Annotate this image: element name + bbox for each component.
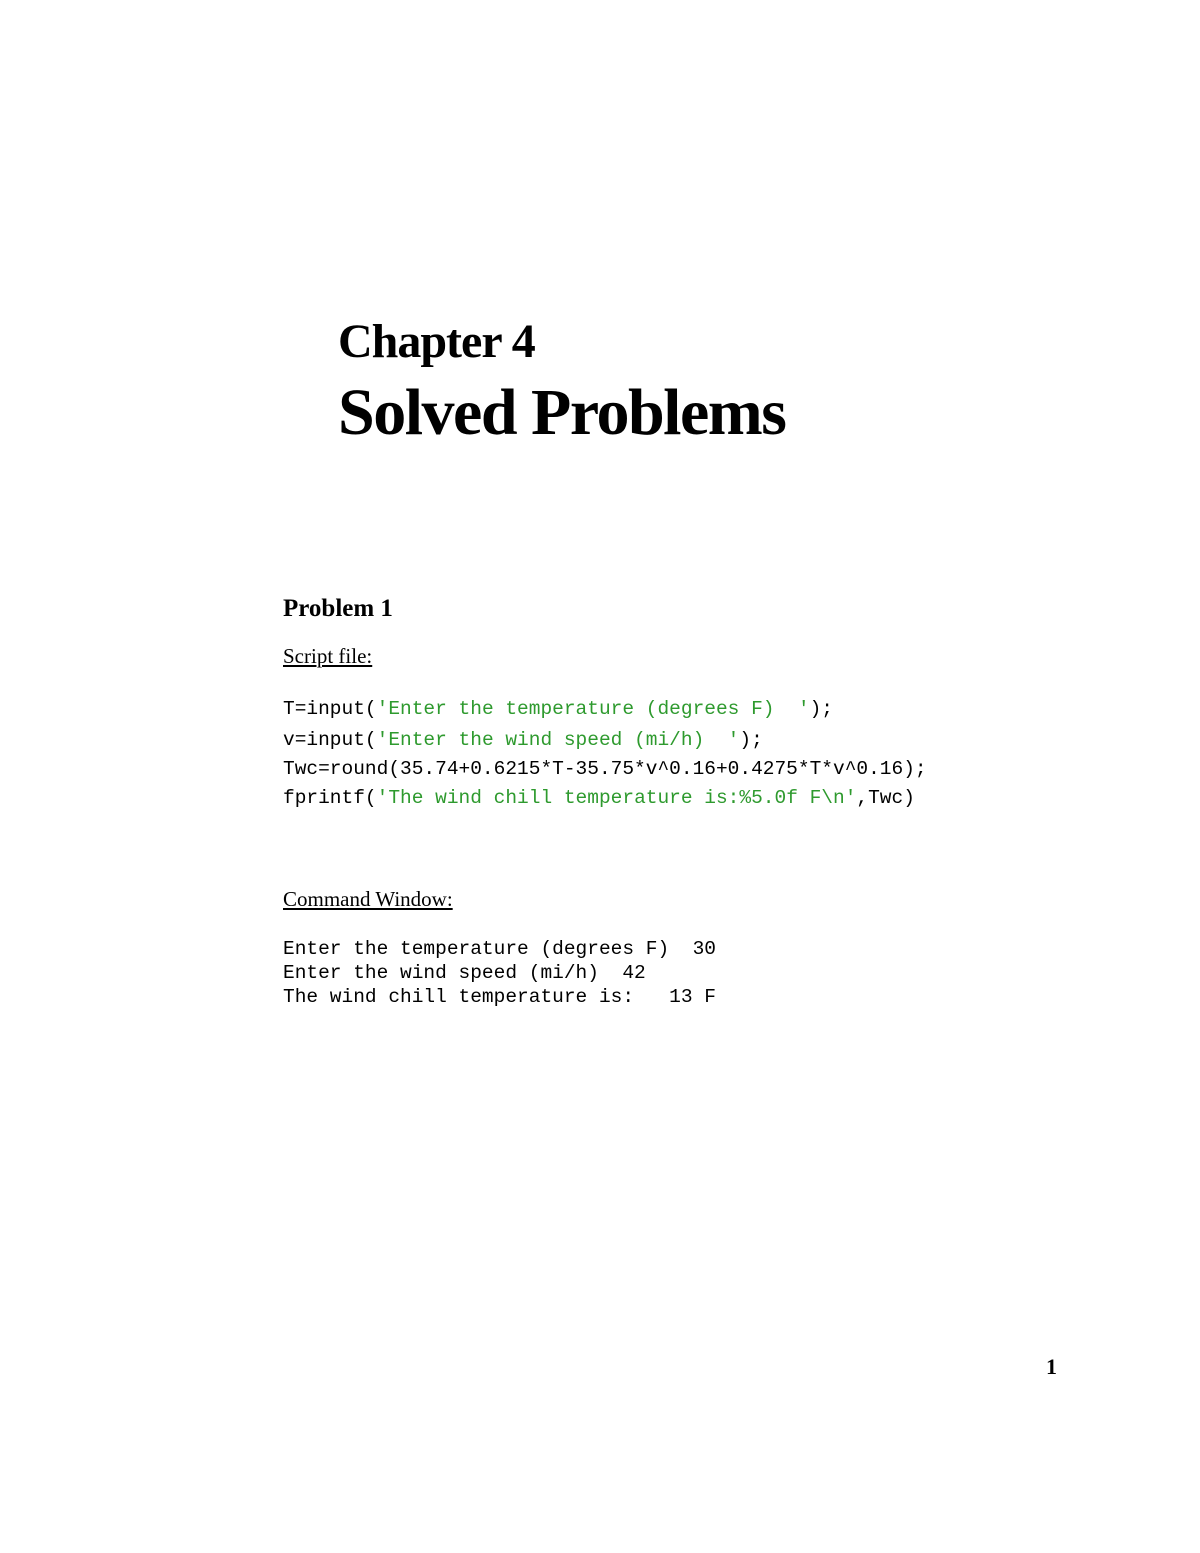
output-line: Enter the wind speed (mi/h) 42 [283,962,646,984]
code-string: 'Enter the temperature (degrees F) ' [376,698,810,720]
script-file-label: Script file: [283,644,373,668]
code-plain: ); [739,729,763,751]
page-number: 1 [1046,1354,1057,1379]
code-plain: fprintf( [283,787,377,809]
code-plain: ,Twc) [856,787,915,809]
chapter-title: Solved Problems [338,376,786,449]
code-line [283,700,833,720]
code-line [283,760,927,780]
output-line: The wind chill temperature is: 13 F [283,986,716,1008]
code-plain: T=input( [283,698,377,720]
chapter-label: Chapter 4 [338,315,535,368]
problem-heading: Problem 1 [283,595,393,622]
code-string: 'The wind chill temperature is:%5.0f F\n' [376,787,857,809]
code-plain: Twc=round(35.74+0.6215*T-35.75*v^0.16+0.4275*T*v^0.16); [283,758,927,780]
command-window-label: Command Window: [283,887,453,911]
code-plain: v=input( [283,729,377,751]
output-line: Enter the temperature (degrees F) 30 [283,938,716,960]
code-string: 'Enter the wind speed (mi/h) ' [376,729,740,751]
code-line [283,789,915,809]
code-line [283,731,763,751]
code-plain: ); [809,698,834,720]
